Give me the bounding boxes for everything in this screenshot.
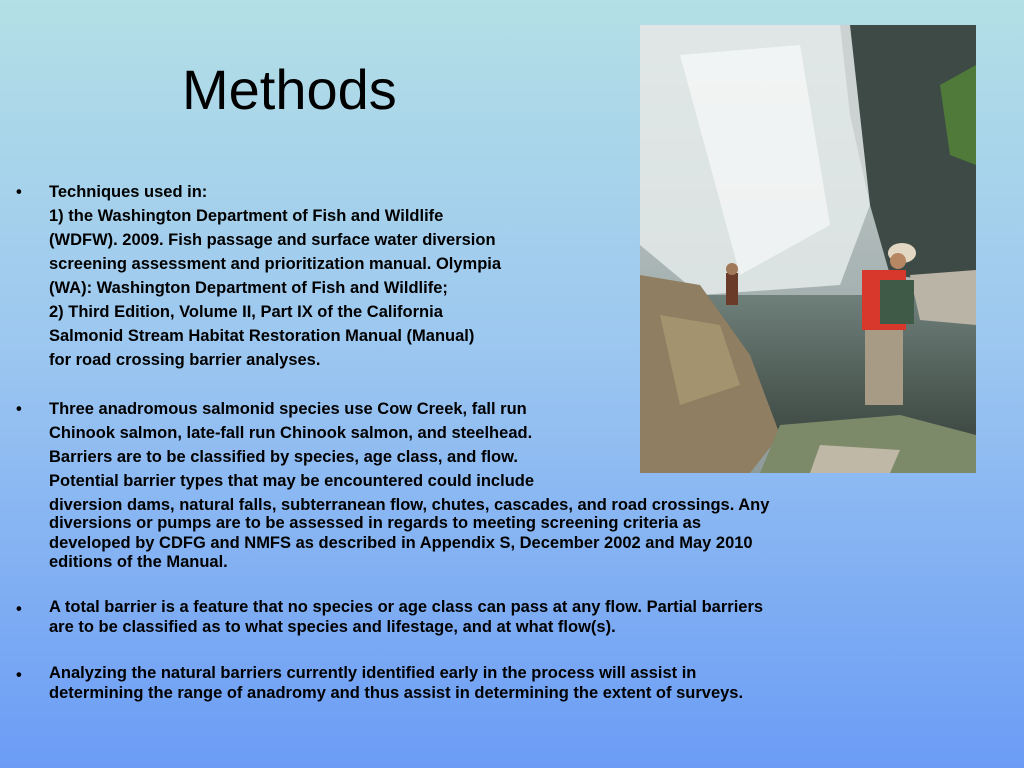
bullet-2-line: Barriers are to be classified by species, age class, and flow. (49, 448, 518, 466)
bullet-4-text (49, 664, 743, 703)
bullet-2-line: diversions or pumps are to be assessed in regards to meeting screening criteria as (49, 514, 701, 532)
bullet-3-marker: • (16, 600, 22, 618)
bullet-1-line: (WA): Washington Department of Fish and Wildlife; (49, 279, 448, 297)
bullet-1-line: screening assessment and prioritization manual. Olympia (49, 255, 502, 273)
bullet-1-line: 2) Third Edition, Volume II, Part IX of the California (49, 303, 443, 321)
bullet-1-line: 1) the Washington Department of Fish and Wildlife (49, 207, 444, 225)
bullet-3-line: are to be classified as to what species and lifestage, and at what flow(s). (49, 617, 616, 636)
bullet-2-line: Chinook salmon, late-fall run Chinook salmon, and steelhead. (49, 424, 533, 442)
bullet-4-line: determining the range of anadromy and thus assist in determining the extent of surveys. (49, 683, 744, 702)
bullet-4-line: Analyzing the natural barriers currently identified early in the process will assist in (49, 664, 697, 682)
bullet-2-continuation (49, 514, 753, 573)
bullet-4-marker: • (16, 666, 22, 684)
bullet-3-text (49, 598, 763, 637)
bullet-2-line: editions of the Manual. (49, 553, 228, 571)
bullet-1-marker: • (16, 183, 22, 201)
bullet-1-text (49, 180, 501, 372)
bullet-1-line: for road crossing barrier analyses. (49, 351, 321, 369)
bullet-3-line: A total barrier is a feature that no species or age class can pass at any flow. Partial barriers (49, 598, 764, 616)
bullet-2-line: developed by CDFG and NMFS as described in Appendix S, December 2002 and May 2010 (49, 533, 753, 552)
bullet-2-marker: • (16, 400, 22, 418)
bullet-2-text (49, 397, 769, 517)
bullet-1-line: (WDFW). 2009. Fish passage and surface water diversion (49, 231, 496, 249)
bullet-2-line: Potential barrier types that may be encountered could include (49, 472, 535, 490)
bullet-2-line: Three anadromous salmonid species use Cow Creek, fall run (49, 400, 527, 418)
bullet-1-line: Salmonid Stream Habitat Restoration Manual (Manual) (49, 327, 475, 345)
slide-title: Methods (182, 58, 397, 121)
bullet-1-line: Techniques used in: (49, 183, 208, 201)
bullet-2-line: diversion dams, natural falls, subterranean flow, chutes, cascades, and road crossings. Any (49, 496, 770, 514)
